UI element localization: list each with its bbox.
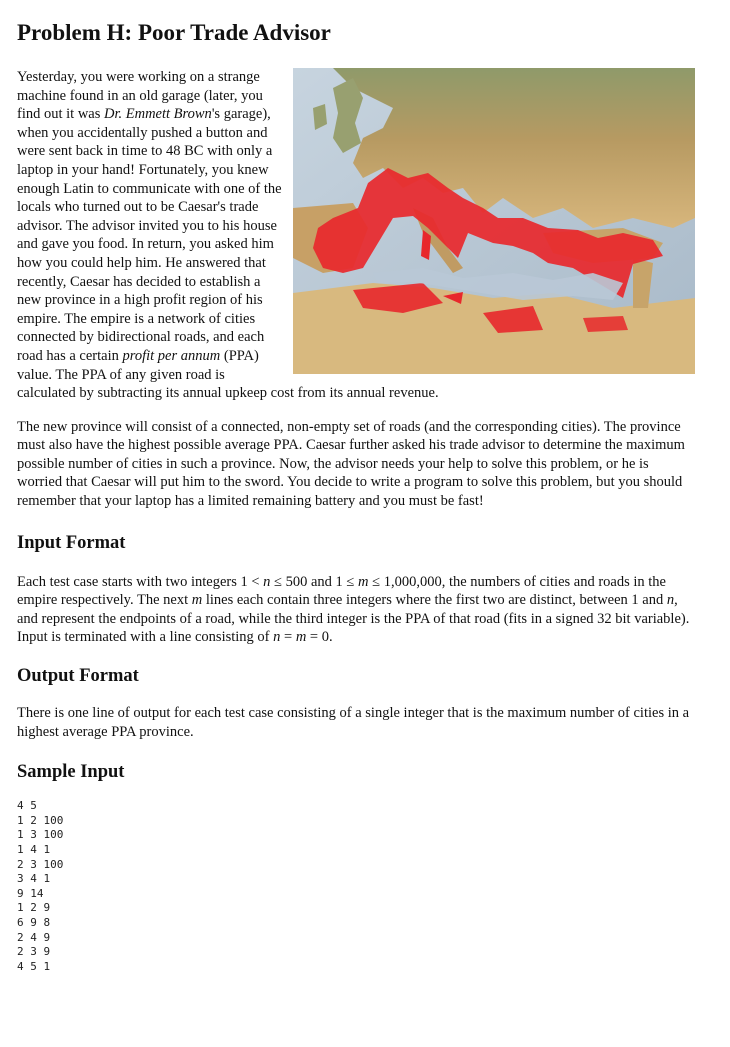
input-text-7: = 0. (306, 629, 333, 646)
input-text-3: ≤ 1,000,000, the numbers of cities and roads in the empire respectively. The next (17, 573, 666, 609)
var-m: m (191, 592, 203, 609)
intro-ppa-italic: profit per annum (122, 347, 221, 364)
intro-name-italic: Dr. Emmett Brown (104, 106, 212, 123)
input-text-1: Each test case starts with two integers 1 < (17, 573, 264, 590)
input-text-4: lines each contain three integers where the first two are distinct, between 1 and (202, 592, 667, 609)
var-m: m (358, 573, 369, 590)
input-text-5: , and represent the endpoints of a road, while the third integer is the PPA of that road (fits in a signed 32 bit variable). Input is terminated with a line consisting of (17, 592, 690, 646)
page-title: Problem H: Poor Trade Advisor (17, 20, 331, 45)
intro-text-1: Yesterday, you were working on a strange machine found in an old garage (later, you find out it was (17, 69, 263, 123)
input-text-6: = (280, 629, 296, 646)
input-format-heading: Input Format (17, 532, 126, 553)
sample-input-heading: Sample Input (17, 762, 125, 783)
input-text-2: ≤ 500 and 1 ≤ (270, 573, 359, 590)
intro-text-3: (PPA) value. The PPA of any given road is calculated by subtracting its annual upkeep cost from its annual revenue. (17, 347, 439, 402)
intro-text-2: 's garage), when you accidentally pushed a button and were sent back in time to 48 BC with only a laptop in your hand! Fortunately, you knew enough Latin to communicate with one of the locals who turned out to be Caesar's trade advisor. The advisor invited you to his house and gave you food. In return, you asked him how you could help him. He answered that recently, Caesar has decided to establish a new province in a high profit region of his empire. The empire is a network of cities connected by bidirectional roads, and each road has a certain (17, 106, 282, 364)
var-m: m (295, 629, 307, 646)
output-format-heading: Output Format (17, 666, 139, 687)
sample-input-block: 4 5 1 2 100 1 3 100 1 4 1 2 3 100 3 4 1 9 14 1 2 9 6 9 8 2 4 9 2 3 9 4 5 1 (17, 799, 64, 973)
var-n: n (666, 592, 675, 609)
var-n: n (263, 573, 271, 590)
map-roman-empire-icon (293, 68, 695, 374)
input-format-text (17, 573, 702, 647)
output-format-text: There is one line of output for each test case consisting of a single integer that is the maximum number of cities in a highest average PPA province. (17, 705, 690, 740)
intro-section (17, 68, 717, 403)
var-n: n (273, 629, 281, 646)
intro-paragraph-2: The new province will consist of a connected, non-empty set of roads (and the corresponding cities). The province must also have the highest possible average PPA. Caesar further asked his trade advisor to determine the maximum possible number of cities in such a province. Now, the advisor needs your help to solve this problem, or he is worried that Caesar will put him to the sword. You decide to write a program to solve this problem, but you should remember that your laptop has a limited remaining battery and you must be fast! (17, 418, 685, 510)
